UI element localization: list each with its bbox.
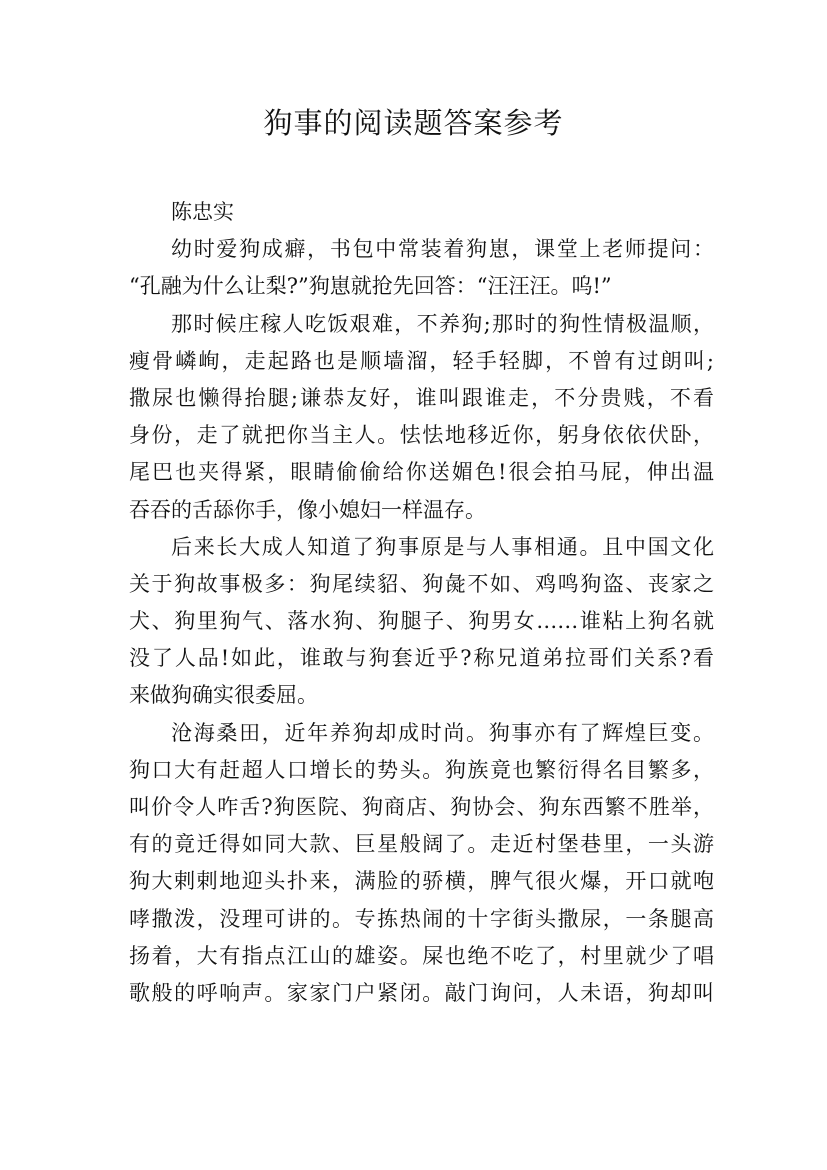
paragraph-line: 瘦骨嶙峋，走起路也是顺墙溜，轻手轻脚，不曾有过朗叫; <box>129 348 714 373</box>
author-line: 陈忠实 <box>171 200 234 224</box>
paragraph-line: 后来长大成人知道了狗事原是与人事相通。且中国文化 <box>171 534 714 559</box>
document-title: 狗事的阅读题答案参考 <box>263 106 564 140</box>
paragraph-line: 歌般的呼响声。家家门户紧闭。敲门询问，人未语，狗却叫 <box>129 980 714 1005</box>
paragraph-line: 沧海桑田，近年养狗却成时尚。狗事亦有了辉煌巨变。 <box>171 720 714 745</box>
article-body <box>129 194 714 1012</box>
paragraph-line: “孔融为什么让梨?”狗崽就抢先回答：“汪汪汪。呜!” <box>129 274 612 299</box>
paragraph-line: 撒尿也懒得抬腿;谦恭友好，谁叫跟谁走，不分贵贱，不看 <box>129 385 714 410</box>
paragraph-line: 犬、狗里狗气、落水狗、狗腿子、狗男女……谁粘上狗名就 <box>129 609 714 634</box>
paragraph-line: 那时候庄稼人吃饭艰难，不养狗;那时的狗性情极温顺， <box>171 311 714 336</box>
paragraph-line: 身份，走了就把你当主人。怯怯地移近你，躬身依依伏卧， <box>129 423 714 448</box>
paragraph-line: 来做狗确实很委屈。 <box>129 683 318 708</box>
paragraph-line: 有的竟迁得如同大款、巨星般阔了。走近村堡巷里，一头游 <box>129 832 714 857</box>
paragraph-line: 关于狗故事极多：狗尾续貂、狗彘不如、鸡鸣狗盗、丧家之 <box>129 571 714 596</box>
paragraph-line: 叫价令人咋舌?狗医院、狗商店、狗协会、狗东西繁不胜举， <box>129 795 714 819</box>
paragraph-line: 狗大剌剌地迎头扑来，满脸的骄横，脾气很火爆，开口就咆 <box>129 869 714 894</box>
paragraph-line: 吞吞的舌舔你手，像小媳妇一样温存。 <box>129 497 486 522</box>
paragraph-line: 没了人品!如此，谁敢与狗套近乎?称兄道弟拉哥们关系?看 <box>129 646 714 671</box>
paragraph-line: 狗口大有赶超人口增长的势头。狗族竟也繁衍得名目繁多， <box>129 757 714 782</box>
paragraph-line: 幼时爱狗成癖，书包中常装着狗崽，课堂上老师提问： <box>171 237 714 262</box>
paragraph-line: 扬着，大有指点江山的雄姿。屎也绝不吃了，村里就少了唱 <box>129 943 714 968</box>
paragraph-line: 哮撒泼，没理可讲的。专拣热闹的十字街头撒尿，一条腿高 <box>129 906 714 931</box>
paragraph-line: 尾巴也夹得紧，眼睛偷偷给你送媚色!很会拍马屁，伸出温 <box>129 460 714 485</box>
